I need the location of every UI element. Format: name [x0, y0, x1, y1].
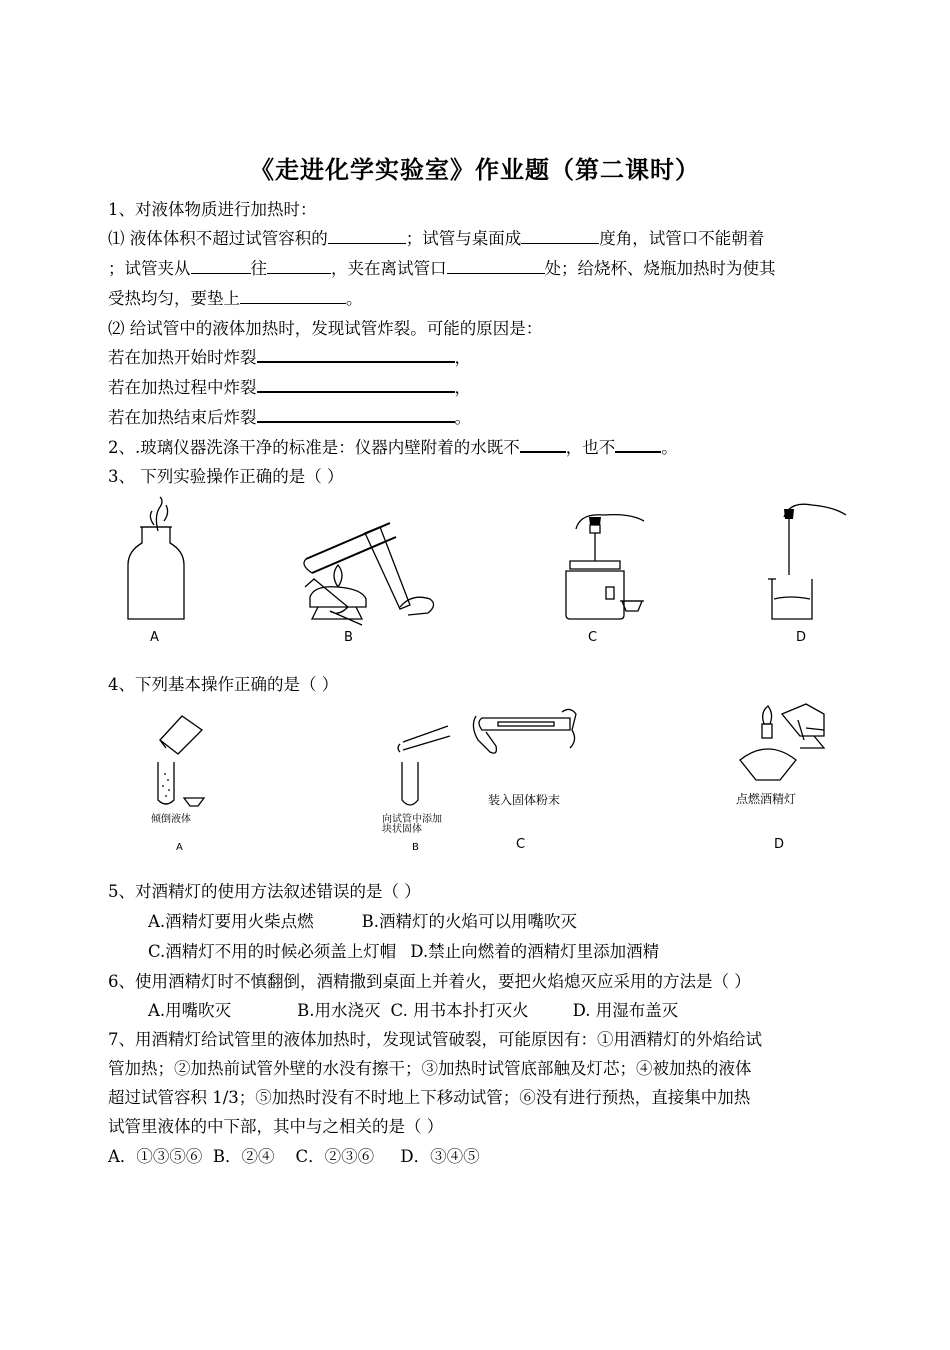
heating-tube-figure [304, 523, 434, 645]
pouring-liquid-figure [151, 716, 204, 853]
q1-text: ， [454, 378, 471, 397]
q5-options-row2 [148, 937, 908, 967]
answer-blank [520, 433, 566, 453]
lighting-lamp-figure [736, 704, 824, 852]
answer-blank [267, 255, 331, 274]
q3-stem: 3、 下列实验操作正确的是（ ） [108, 467, 344, 486]
answer-blank [615, 433, 661, 453]
q6-option-b: B.用水浇灭 [297, 1001, 381, 1020]
gas-bottle-figure [128, 497, 184, 645]
q7-line4: 试管里液体的中下部，其中与之相关的是（ ） [108, 1117, 444, 1136]
q1-text: 若在加热结束后炸裂 [108, 408, 257, 427]
q1-part1-line1 [108, 224, 868, 254]
tongs-solid-figure [382, 726, 450, 853]
q4-label-c: C [516, 837, 526, 852]
q3-label-c: C [588, 630, 598, 645]
answer-blank [521, 225, 599, 244]
q4-caption-b1: 向试管中添加 [382, 814, 442, 825]
q7-options: A．①③⑤⑥ B．②④ C．②③⑥ D．③④⑤ [108, 1147, 480, 1166]
q4-caption-a: 倾倒液体 [151, 814, 191, 825]
dropper-beaker-figure [768, 504, 846, 645]
q1-stem: 1、对液体物质进行加热时： [108, 200, 317, 219]
q4-stem: 4、下列基本操作正确的是（ ） [108, 675, 339, 694]
q4-caption-c: 装入固体粉末 [488, 793, 561, 807]
q5-option-d: D.禁止向燃着的酒精灯里添加酒精 [410, 942, 660, 961]
q3-label-d: D [796, 630, 807, 645]
q4-caption-d: 点燃酒精灯 [736, 792, 797, 806]
q4-figures [100, 700, 860, 858]
q1-text: 若在加热开始时炸裂 [108, 348, 257, 367]
q4-label-b: B [412, 842, 419, 853]
q4-label-d: D [774, 837, 785, 852]
answer-blank [447, 255, 545, 274]
q1-text: 处；给烧杯、烧瓶加热时为使其 [544, 259, 776, 278]
answer-blank [257, 373, 455, 393]
q6-option-d: D. 用湿布盖灭 [572, 1001, 679, 1020]
q4-label-a: A [176, 842, 183, 853]
answer-blank [191, 255, 251, 274]
q1-text: ；试管夹从 [108, 259, 191, 278]
q6-options [148, 996, 908, 1026]
loading-powder-figure [473, 709, 576, 852]
dropper-bottle-figure [566, 515, 644, 645]
q5-options-row1 [148, 907, 908, 937]
q1-part1-line3 [108, 284, 868, 314]
q1-part2-b [108, 373, 868, 403]
q1-text: 受热均匀，要垫上 [108, 289, 240, 308]
q3-label-b: B [344, 630, 353, 645]
q5-option-a: A.酒精灯要用火柴点燃 [148, 912, 314, 931]
answer-blank [328, 225, 406, 244]
q7-line1: 7、用酒精灯给试管里的液体加热时，发现试管破裂，可能原因有：①用酒精灯的外焰给试 [108, 1030, 762, 1049]
q1-part1-line2 [108, 254, 868, 284]
q1-text: 。 [346, 289, 363, 308]
q5-option-b: B.酒精灯的火焰可以用嘴吹灭 [361, 912, 578, 931]
q1-part2-a [108, 343, 868, 373]
q1-text: 若在加热过程中炸裂 [108, 378, 257, 397]
q2-line [108, 433, 868, 463]
q3-figures [100, 495, 880, 650]
answer-blank [257, 403, 455, 423]
q7-line2: 管加热；②加热前试管外壁的水没有擦干；③加热时试管底部触及灯芯；④被加热的液体 [108, 1059, 752, 1078]
q6-option-c: C. 用书本扑打灭火 [390, 1001, 529, 1020]
q1-text: ， [454, 348, 471, 367]
q1-text: ；试管与桌面成 [405, 229, 522, 248]
q6-stem: 6、使用酒精灯时不慎翻倒，酒精撒到桌面上并着火，要把火焰熄灭应采用的方法是（ ） [108, 972, 751, 991]
q4-caption-b2: 块状固体 [382, 824, 422, 835]
q1-part2-c [108, 403, 868, 433]
page-title: 《走进化学实验室》作业题（第二课时） [250, 156, 700, 184]
answer-blank [240, 285, 346, 304]
q2-text: ，也不 [565, 438, 616, 457]
q1-text: ，夹在离试管口 [331, 259, 447, 278]
q1-text: ⑴ 液体体积不超过试管容积的 [108, 229, 328, 248]
q1-text: 度角，试管口不能朝着 [599, 229, 765, 248]
q1-text: 。 [454, 408, 471, 427]
q7-line3: 超过试管容积 1/3；⑤加热时没有不时地上下移动试管；⑥没有进行预热，直接集中加热 [108, 1088, 751, 1107]
answer-blank [257, 343, 455, 363]
q2-text: 2、.玻璃仪器洗涤干净的标准是：仪器内壁附着的水既不 [108, 438, 520, 457]
q1-text: 往 [250, 259, 267, 278]
q3-label-a: A [150, 630, 159, 645]
q5-option-c: C.酒精灯不用的时候必须盖上灯帽 [148, 942, 397, 961]
q1-part2-stem: ⑵ 给试管中的液体加热时，发现试管炸裂。可能的原因是： [108, 319, 543, 338]
q5-stem: 5、对酒精灯的使用方法叙述错误的是（ ） [108, 882, 421, 901]
q6-option-a: A.用嘴吹灭 [148, 1001, 232, 1020]
q2-text: 。 [661, 438, 678, 457]
